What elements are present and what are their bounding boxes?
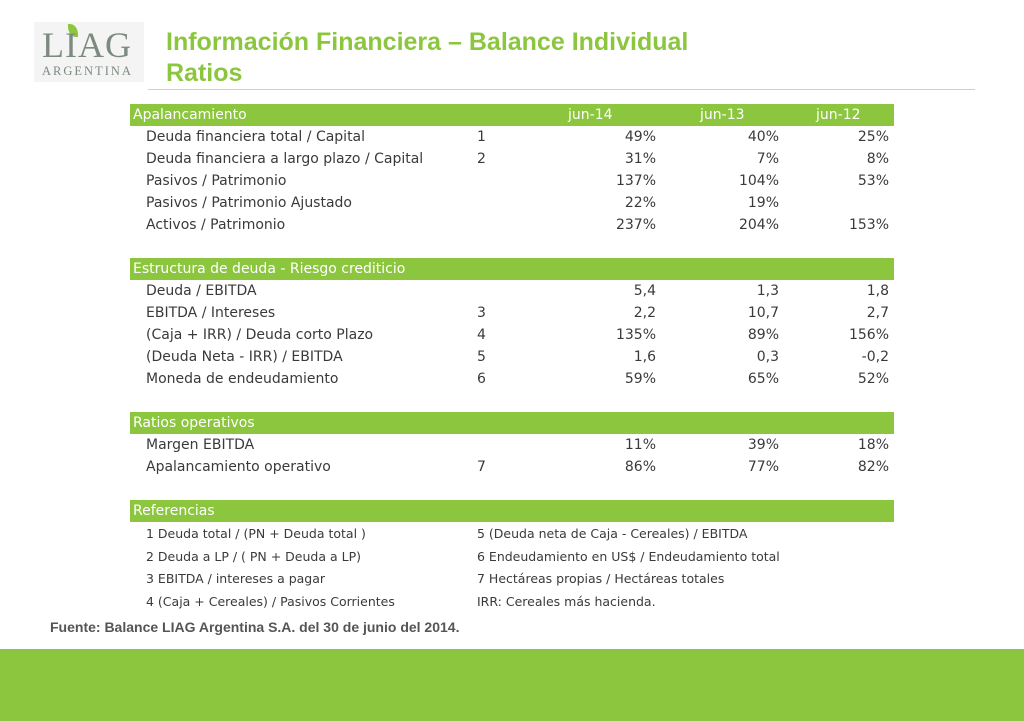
reference-left: 3 EBITDA / intereses a pagar	[146, 571, 326, 586]
value-jun-14: 22%	[624, 195, 656, 211]
row-label: EBITDA / Intereses	[146, 305, 276, 321]
value-jun-12: 153%	[848, 217, 889, 233]
value-jun-12: 2,7	[866, 305, 889, 321]
reference-right: IRR: Cereales más hacienda.	[477, 593, 656, 609]
row-note: 3	[477, 305, 486, 321]
table-row	[130, 456, 894, 478]
value-jun-12: 1,8	[866, 283, 889, 299]
title-line-1: Información Financiera – Balance Individual	[166, 28, 689, 56]
value-jun-14: 135%	[615, 327, 656, 343]
row-note: 5	[477, 349, 486, 365]
value-jun-12: 53%	[857, 173, 889, 189]
value-jun-14: 2,2	[633, 305, 656, 321]
value-jun-14: 5,4	[633, 283, 656, 299]
row-label: (Caja + IRR) / Deuda corto Plazo	[146, 327, 374, 343]
reference-left: 1 Deuda total / (PN + Deuda total )	[146, 526, 366, 541]
reference-row	[130, 522, 894, 545]
section-spacer	[130, 236, 894, 258]
value-jun-12: 82%	[857, 459, 889, 475]
row-label: Moneda de endeudamiento	[146, 371, 339, 387]
value-jun-13: 77%	[747, 459, 779, 475]
row-label: (Deuda Neta - IRR) / EBITDA	[146, 349, 343, 365]
reference-row	[130, 590, 894, 613]
table-row	[130, 126, 894, 148]
source-note: Fuente: Balance LIAG Argentina S.A. del 30 de junio del 2014.	[50, 619, 460, 635]
value-jun-13: 89%	[747, 327, 779, 343]
row-label: Deuda financiera a largo plazo / Capital	[146, 151, 424, 167]
table-row	[130, 280, 894, 302]
section-title: Estructura de deuda - Riesgo crediticio	[133, 261, 406, 277]
row-label: Margen EBITDA	[146, 437, 255, 453]
value-jun-14: 31%	[624, 151, 656, 167]
section-spacer	[130, 478, 894, 500]
table-row	[130, 192, 894, 214]
reference-left: 2 Deuda a LP / ( PN + Deuda a LP)	[146, 548, 362, 564]
value-jun-13: 104%	[738, 173, 779, 189]
value-jun-14: 237%	[615, 217, 656, 233]
column-header-jun-14: jun-14	[568, 107, 613, 123]
referencias-rows	[130, 522, 894, 612]
reference-row	[130, 545, 894, 568]
row-label: Pasivos / Patrimonio Ajustado	[146, 195, 353, 211]
row-label: Activos / Patrimonio	[146, 217, 286, 233]
row-label: Pasivos / Patrimonio	[146, 173, 287, 189]
reference-row	[130, 567, 894, 590]
section-title: Apalancamiento	[133, 107, 247, 123]
section-header-estructura	[130, 258, 894, 280]
footer-band	[0, 649, 1024, 721]
section-header-referencias	[130, 500, 894, 522]
row-note: 6	[477, 371, 486, 387]
table-row	[130, 368, 894, 390]
value-jun-13: 1,3	[756, 283, 779, 299]
company-logo	[34, 22, 144, 82]
value-jun-13: 19%	[747, 195, 779, 211]
table-row	[130, 434, 894, 456]
value-jun-14: 1,6	[633, 349, 656, 365]
value-jun-12: 18%	[857, 437, 889, 453]
table-row	[130, 302, 894, 324]
apalancamiento-rows	[130, 126, 894, 236]
table-row	[130, 324, 894, 346]
reference-right: 7 Hectáreas propias / Hectáreas totales	[477, 571, 725, 586]
page-title	[166, 27, 688, 89]
reference-right: 6 Endeudamiento en US$ / Endeudamiento total	[477, 548, 780, 564]
value-jun-14: 137%	[615, 173, 656, 189]
value-jun-12: 25%	[857, 129, 889, 145]
row-note: 1	[477, 129, 486, 145]
value-jun-12: 8%	[866, 151, 889, 167]
value-jun-12: 52%	[857, 371, 889, 387]
value-jun-13: 40%	[747, 129, 779, 145]
row-label: Apalancamiento operativo	[146, 459, 331, 475]
table-row	[130, 170, 894, 192]
value-jun-14: 86%	[624, 459, 656, 475]
value-jun-13: 7%	[756, 151, 779, 167]
title-divider	[148, 89, 975, 90]
ratios-table	[130, 104, 894, 612]
value-jun-13: 10,7	[747, 305, 779, 321]
column-header-jun-12: jun-12	[816, 107, 861, 123]
table-row	[130, 148, 894, 170]
value-jun-14: 59%	[624, 371, 656, 387]
value-jun-13: 65%	[747, 371, 779, 387]
section-header-operativos	[130, 412, 894, 434]
section-title: Ratios operativos	[133, 415, 255, 431]
row-note: 4	[477, 327, 486, 343]
logo-wordmark: LIAG	[42, 25, 132, 65]
value-jun-14: 49%	[624, 129, 656, 145]
reference-left: 4 (Caja + Cereales) / Pasivos Corrientes	[146, 593, 395, 609]
section-title: Referencias	[133, 503, 215, 519]
section-header-apalancamiento	[130, 104, 894, 126]
table-row	[130, 346, 894, 368]
row-note: 7	[477, 459, 486, 475]
operativos-rows	[130, 434, 894, 478]
row-note: 2	[477, 151, 486, 167]
value-jun-13: 204%	[738, 217, 779, 233]
table-row	[130, 214, 894, 236]
row-label: Deuda financiera total / Capital	[146, 129, 366, 145]
column-header-jun-13: jun-13	[700, 107, 745, 123]
value-jun-13: 0,3	[756, 349, 779, 365]
section-spacer	[130, 390, 894, 412]
logo-subtitle: ARGENTINA	[42, 64, 133, 78]
value-jun-14: 11%	[624, 437, 656, 453]
title-line-2: Ratios	[166, 59, 243, 87]
reference-right: 5 (Deuda neta de Caja - Cereales) / EBITDA	[477, 526, 748, 541]
value-jun-13: 39%	[747, 437, 779, 453]
value-jun-12: -0,2	[861, 349, 889, 365]
row-label: Deuda / EBITDA	[146, 283, 257, 299]
estructura-rows	[130, 280, 894, 390]
value-jun-12: 156%	[848, 327, 889, 343]
